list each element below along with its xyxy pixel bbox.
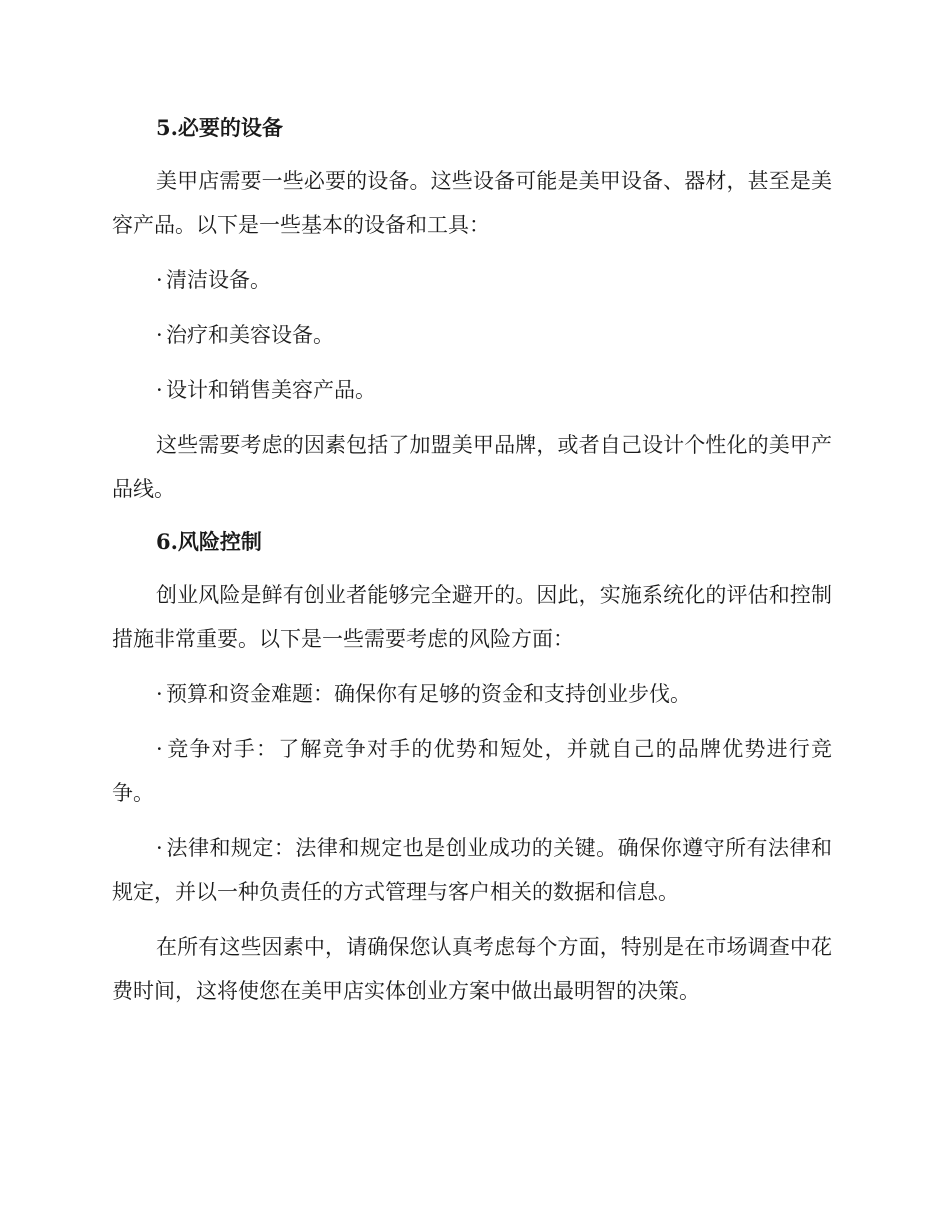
equipment-intro-paragraph: 美甲店需要一些必要的设备。这些设备可能是美甲设备、器材，甚至是美容产品。以下是一些基本的设备和工具：	[112, 169, 832, 237]
bullet-text: 设计和销售美容产品。	[166, 378, 376, 402]
bullet-dot: ·	[156, 268, 163, 292]
section-heading-equipment: 5.必要的设备	[156, 115, 283, 140]
bullet-dot: ·	[156, 682, 163, 706]
bullet-text: 竞争对手：了解竞争对手的优势和短处，并就自己的品牌优势进行竞争。	[112, 737, 832, 805]
bullet-dot: ·	[156, 836, 163, 860]
risk-bullet-item	[112, 727, 832, 815]
bullet-dot: ·	[156, 323, 163, 347]
bullet-dot: ·	[156, 737, 163, 761]
risk-closing-paragraph: 在所有这些因素中，请确保您认真考虑每个方面，特别是在市场调查中花费时间，这将使您在美甲店实体创业方案中做出最明智的决策。	[112, 935, 832, 1003]
equipment-closing-paragraph: 这些需要考虑的因素包括了加盟美甲品牌，或者自己设计个性化的美甲产品线。	[112, 433, 832, 501]
bullet-text: 法律和规定：法律和规定也是创业成功的关键。确保你遵守所有法律和规定，并以一种负责任的方式管理与客户相关的数据和信息。	[112, 836, 832, 904]
equipment-bullet-item	[112, 313, 832, 357]
equipment-bullet-item	[112, 258, 832, 302]
risk-bullet-item	[112, 826, 832, 914]
bullet-text: 治疗和美容设备。	[166, 323, 334, 347]
bullet-dot: ·	[156, 378, 163, 402]
bullet-text: 预算和资金难题：确保你有足够的资金和支持创业步伐。	[166, 682, 691, 706]
document-body	[112, 108, 832, 1024]
risk-bullet-item	[112, 672, 832, 716]
section-heading-risk-control: 6.风险控制	[156, 529, 262, 554]
risk-intro-paragraph: 创业风险是鲜有创业者能够完全避开的。因此，实施系统化的评估和控制措施非常重要。以下是一些需要考虑的风险方面：	[112, 583, 832, 651]
equipment-bullet-item	[112, 368, 832, 412]
bullet-text: 清洁设备。	[166, 268, 271, 292]
